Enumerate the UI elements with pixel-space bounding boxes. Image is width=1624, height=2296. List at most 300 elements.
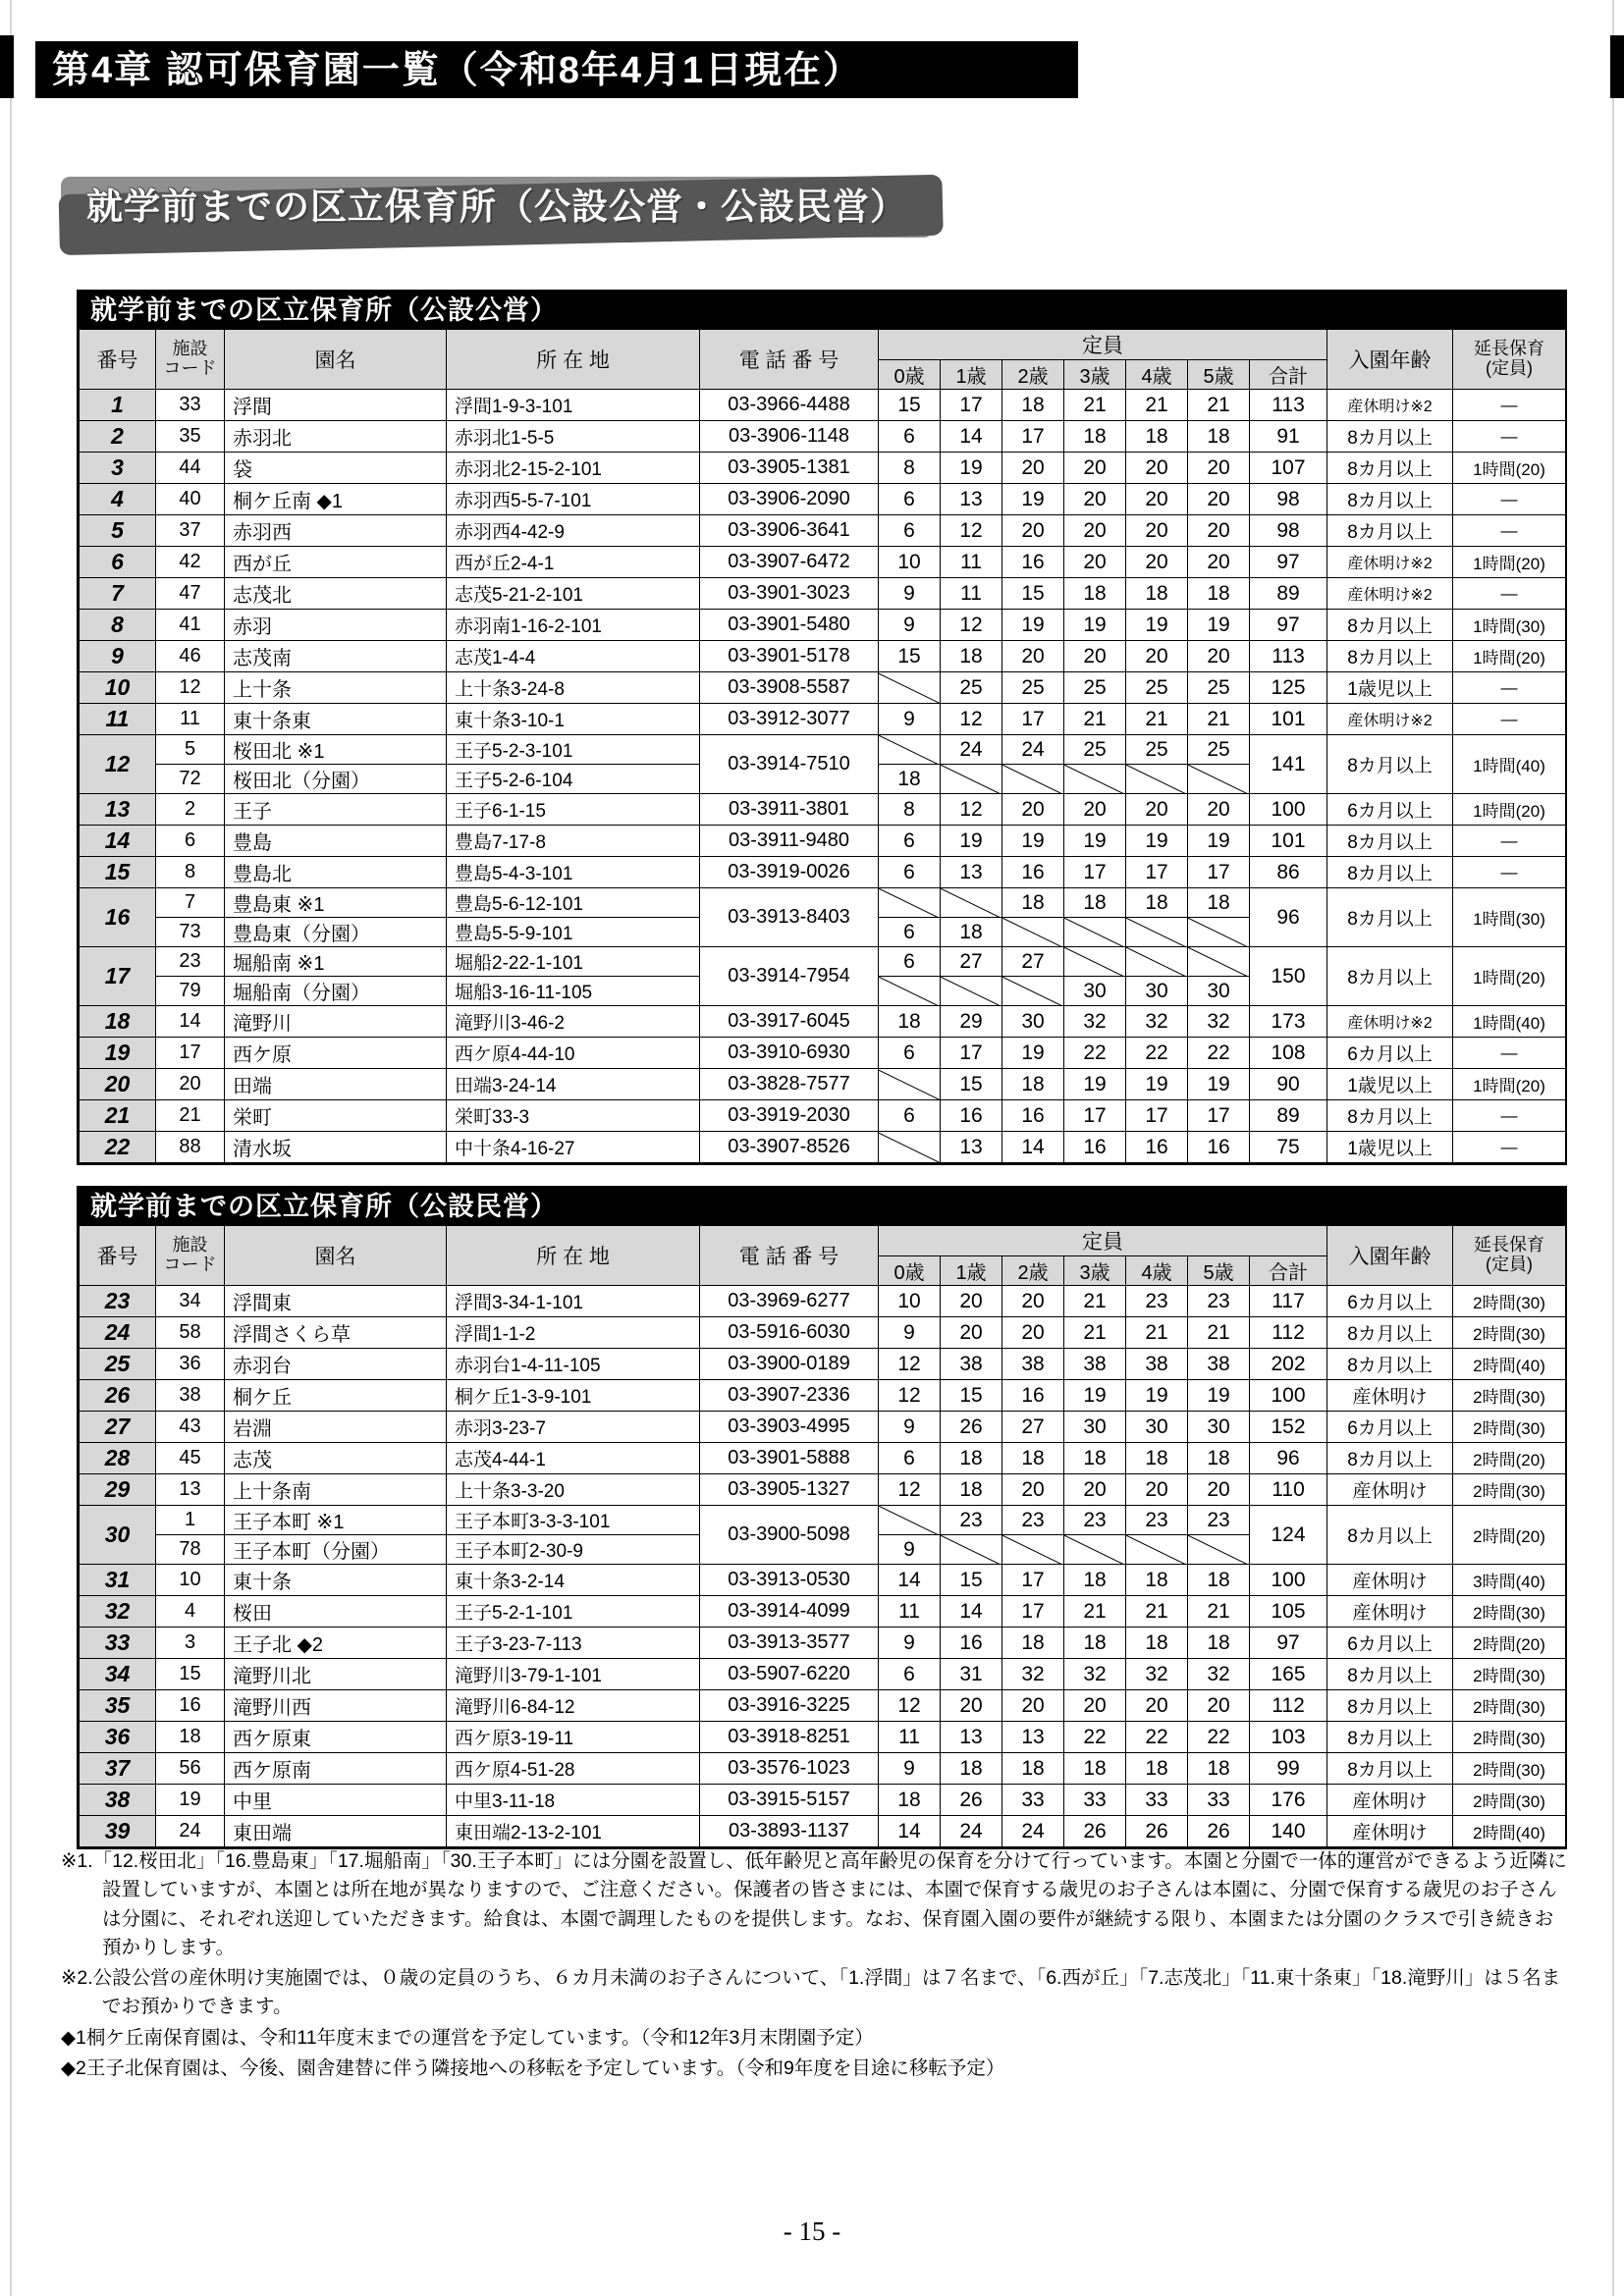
cell-total: 108 (1250, 1038, 1327, 1069)
cell-phone: 03-3828-7577 (700, 1069, 879, 1100)
cell-phone: 03-3911-9480 (700, 826, 879, 857)
cell-capacity: 21 (1188, 1596, 1250, 1628)
cell-address: 上十条3-24-8 (447, 672, 700, 704)
cell-capacity: 22 (1188, 1038, 1250, 1069)
cell-capacity (879, 1132, 941, 1163)
cell-capacity: 26 (941, 1412, 1002, 1443)
table-row (80, 1474, 1566, 1506)
cell-entry-age: 8カ月以上 (1327, 1443, 1453, 1474)
cell-entry-age: 産休明け (1327, 1380, 1453, 1412)
col-header-name: 園名 (225, 1226, 447, 1286)
cell-capacity: 17 (1002, 704, 1064, 735)
col-header-extended-care-line1: 延長保育 (1474, 339, 1545, 359)
cell-number: 36 (80, 1722, 156, 1753)
cell-name: 浮間 (225, 390, 447, 421)
cell-extended-care: 1時間(20) (1453, 947, 1566, 1006)
cell-capacity: 21 (1188, 1317, 1250, 1349)
cell-entry-age: 8カ月以上 (1327, 1317, 1453, 1349)
cell-extended-care: 1時間(20) (1453, 1069, 1566, 1100)
cell-phone: 03-3913-0530 (700, 1565, 879, 1596)
cell-total: 113 (1250, 390, 1327, 421)
cell-entry-age: 6カ月以上 (1327, 1628, 1453, 1659)
cell-capacity: 9 (879, 610, 941, 641)
cell-extended-care: — (1453, 704, 1566, 735)
cell-capacity: 18 (879, 1006, 941, 1038)
cell-capacity: 17 (1002, 1596, 1064, 1628)
cell-capacity (1002, 765, 1064, 794)
cell-capacity: 32 (1188, 1006, 1250, 1038)
cell-name: 豊島北 (225, 857, 447, 888)
cell-phone: 03-5916-6030 (700, 1317, 879, 1349)
cell-capacity: 18 (1126, 578, 1188, 610)
cell-address: 王子6-1-15 (447, 794, 700, 826)
cell-capacity: 6 (879, 1443, 941, 1474)
cell-capacity: 31 (941, 1659, 1002, 1690)
cell-capacity: 14 (1002, 1132, 1064, 1163)
cell-extended-care: 1時間(40) (1453, 1006, 1566, 1038)
cell-capacity: 38 (1002, 1349, 1064, 1380)
cell-phone: 03-3913-8403 (700, 888, 879, 947)
cell-capacity: 30 (1126, 977, 1188, 1006)
cell-name: 王子本町 ※1 (225, 1506, 447, 1535)
cell-phone: 03-3901-5480 (700, 610, 879, 641)
cell-capacity: 32 (1126, 1659, 1188, 1690)
col-header-age-4: 4歳 (1126, 360, 1188, 390)
cell-capacity: 23 (941, 1506, 1002, 1535)
cell-entry-age: 8カ月以上 (1327, 826, 1453, 857)
col-header-number: 番号 (80, 1226, 156, 1286)
cell-capacity: 19 (1126, 610, 1188, 641)
cell-capacity (879, 735, 941, 765)
cell-name: 志茂北 (225, 578, 447, 610)
cell-capacity: 18 (1188, 1628, 1250, 1659)
cell-phone: 03-3905-1381 (700, 453, 879, 484)
cell-capacity: 20 (1064, 1474, 1126, 1506)
table-row (80, 704, 1566, 735)
cell-name: 岩淵 (225, 1412, 447, 1443)
cell-capacity: 20 (1064, 1690, 1126, 1722)
cell-address: 王子本町3-3-3-101 (447, 1506, 700, 1535)
cell-phone: 03-3918-8251 (700, 1722, 879, 1753)
cell-address: 滝野川6-84-12 (447, 1690, 700, 1722)
cell-total: 89 (1250, 578, 1327, 610)
col-header-age-2: 2歳 (1002, 360, 1064, 390)
page-edge-right (1612, 0, 1614, 2296)
cell-extended-care: — (1453, 484, 1566, 515)
cell-name: 西ケ原南 (225, 1753, 447, 1785)
footnote-label: ※2. (61, 1967, 93, 1989)
cell-code: 20 (156, 1069, 225, 1100)
cell-capacity: 16 (1064, 1132, 1126, 1163)
col-header-facility-code (156, 1226, 225, 1286)
cell-capacity: 9 (879, 1412, 941, 1443)
cell-capacity (1126, 765, 1188, 794)
cell-code: 2 (156, 794, 225, 826)
cell-phone: 03-3915-5157 (700, 1785, 879, 1816)
table-public-operated (77, 290, 1567, 1165)
cell-number: 30 (80, 1506, 156, 1565)
cell-capacity: 6 (879, 1038, 941, 1069)
cell-extended-care: 2時間(20) (1453, 1628, 1566, 1659)
table-row (80, 1100, 1566, 1132)
cell-capacity: 20 (1188, 794, 1250, 826)
cell-extended-care: — (1453, 421, 1566, 453)
cell-capacity: 20 (1064, 515, 1126, 547)
cell-capacity: 6 (879, 1100, 941, 1132)
footnote-3 (61, 2024, 1567, 2053)
table-row (80, 1565, 1566, 1596)
cell-extended-care: 1時間(40) (1453, 735, 1566, 794)
cell-extended-care: 2時間(20) (1453, 1506, 1566, 1565)
cell-name: 袋 (225, 453, 447, 484)
cell-code: 42 (156, 547, 225, 578)
table-row (80, 1069, 1566, 1100)
cell-name: 西ケ原 (225, 1038, 447, 1069)
header-row (80, 1226, 1566, 1256)
cell-capacity (879, 1506, 941, 1535)
cell-capacity: 22 (1126, 1722, 1188, 1753)
cell-phone: 03-3911-3801 (700, 794, 879, 826)
cell-name: 東田端 (225, 1816, 447, 1847)
cell-capacity: 15 (879, 641, 941, 672)
cell-extended-care: — (1453, 515, 1566, 547)
cell-capacity: 17 (1002, 1565, 1064, 1596)
cell-capacity: 16 (1188, 1132, 1250, 1163)
cell-code: 23 (156, 947, 225, 977)
cell-code: 18 (156, 1722, 225, 1753)
cell-extended-care: 1時間(20) (1453, 547, 1566, 578)
cell-capacity: 16 (941, 1100, 1002, 1132)
cell-number: 26 (80, 1380, 156, 1412)
cell-capacity (1126, 1535, 1188, 1565)
cell-number: 18 (80, 1006, 156, 1038)
col-header-name: 園名 (225, 330, 447, 390)
cell-code: 58 (156, 1317, 225, 1349)
cell-address: 豊島5-5-9-101 (447, 918, 700, 947)
cell-capacity: 33 (1126, 1785, 1188, 1816)
cell-name: 赤羽 (225, 610, 447, 641)
cell-address: 桐ケ丘1-3-9-101 (447, 1380, 700, 1412)
cell-number: 13 (80, 794, 156, 826)
cell-capacity: 21 (1064, 1317, 1126, 1349)
cell-code: 41 (156, 610, 225, 641)
cell-name: 桜田 (225, 1596, 447, 1628)
cell-phone: 03-3905-1327 (700, 1474, 879, 1506)
cell-code: 8 (156, 857, 225, 888)
cell-capacity: 18 (879, 765, 941, 794)
cell-capacity: 20 (1064, 547, 1126, 578)
cell-capacity: 18 (1064, 888, 1126, 918)
cell-code: 7 (156, 888, 225, 918)
cell-capacity: 6 (879, 826, 941, 857)
cell-number: 20 (80, 1069, 156, 1100)
cell-address: 浮間1-1-2 (447, 1317, 700, 1349)
cell-capacity: 32 (1064, 1659, 1126, 1690)
cell-total: 97 (1250, 547, 1327, 578)
cell-phone: 03-3914-4099 (700, 1596, 879, 1628)
cell-code: 5 (156, 735, 225, 765)
cell-capacity: 8 (879, 794, 941, 826)
cell-code: 24 (156, 1816, 225, 1847)
cell-address: 豊島5-6-12-101 (447, 888, 700, 918)
cell-total: 124 (1250, 1506, 1327, 1565)
cell-address: 上十条3-3-20 (447, 1474, 700, 1506)
table-row (80, 1690, 1566, 1722)
cell-capacity: 33 (1064, 1785, 1126, 1816)
cell-number: 6 (80, 547, 156, 578)
cell-capacity: 18 (1064, 421, 1126, 453)
cell-capacity: 21 (1188, 390, 1250, 421)
col-header-total: 合計 (1250, 1256, 1327, 1286)
col-header-phone: 電 話 番 号 (700, 1226, 879, 1286)
cell-number: 33 (80, 1628, 156, 1659)
cell-capacity: 25 (1188, 672, 1250, 704)
chapter-title: 第4章 認可保育園一覧（令和8年4月1日現在） (35, 41, 1078, 98)
cell-entry-age: 8カ月以上 (1327, 610, 1453, 641)
cell-capacity: 19 (1002, 1038, 1064, 1069)
cell-capacity: 25 (941, 672, 1002, 704)
cell-number: 7 (80, 578, 156, 610)
cell-extended-care: — (1453, 578, 1566, 610)
cell-address: 東十条3-10-1 (447, 704, 700, 735)
cell-capacity: 18 (1126, 888, 1188, 918)
cell-name: 西ケ原東 (225, 1722, 447, 1753)
cell-capacity: 19 (1188, 1069, 1250, 1100)
col-header-extended-care-line2: (定員) (1486, 358, 1534, 378)
cell-capacity (1126, 918, 1188, 947)
cell-capacity: 20 (1064, 453, 1126, 484)
table-row (80, 1286, 1566, 1317)
table-row (80, 1628, 1566, 1659)
cell-number: 12 (80, 735, 156, 794)
cell-capacity: 17 (1064, 857, 1126, 888)
cell-number: 25 (80, 1349, 156, 1380)
cell-capacity: 26 (1126, 1816, 1188, 1847)
cell-capacity: 18 (1064, 1753, 1126, 1785)
table-row (80, 735, 1566, 765)
cell-entry-age: 8カ月以上 (1327, 1690, 1453, 1722)
cell-entry-age: 8カ月以上 (1327, 857, 1453, 888)
cell-phone: 03-3908-5587 (700, 672, 879, 704)
cell-capacity: 16 (1126, 1132, 1188, 1163)
cell-capacity: 22 (1126, 1038, 1188, 1069)
cell-total: 113 (1250, 641, 1327, 672)
cell-total: 125 (1250, 672, 1327, 704)
cell-capacity: 20 (1126, 794, 1188, 826)
cell-capacity: 38 (1188, 1349, 1250, 1380)
cell-capacity (1064, 765, 1126, 794)
cell-number: 24 (80, 1317, 156, 1349)
cell-capacity: 20 (1002, 1690, 1064, 1722)
cell-capacity: 18 (941, 1753, 1002, 1785)
cell-address: 志茂4-44-1 (447, 1443, 700, 1474)
cell-capacity: 20 (1002, 1317, 1064, 1349)
corner-mark-right (1610, 35, 1624, 98)
cell-code: 44 (156, 453, 225, 484)
footnote-text: 「12.桜田北」「16.豊島東」「17.堀船南」「30.王子本町」には分園を設置し、低年齢児と高年齢児の保育を分けて行っています。本園と分園で一体的運営ができるよう近隣に設置していますが、本園とは所在地が異なりますので、ご注意ください。保護者の皆さまには、本園で保育する歳児のお子さんは本園に、分園で保育する歳児のお子さんは分園に、それぞれ送迎していただきます。給食は、本園で調理したものを提供します。なお、保育園入園の要件が継続する限り、本園または分園のクラスで引き続きお預かりします。 (92, 1850, 1567, 1958)
col-header-age-0: 0歳 (879, 360, 941, 390)
col-header-facility-code (156, 330, 225, 390)
cell-number: 2 (80, 421, 156, 453)
cell-capacity: 9 (879, 1535, 941, 1565)
cell-address: 浮間3-34-1-101 (447, 1286, 700, 1317)
cell-phone: 03-3912-3077 (700, 704, 879, 735)
cell-address: 堀船2-22-1-101 (447, 947, 700, 977)
cell-capacity: 18 (1002, 1628, 1064, 1659)
cell-address: 田端3-24-14 (447, 1069, 700, 1100)
col-header-total: 合計 (1250, 360, 1327, 390)
cell-capacity: 18 (1188, 1565, 1250, 1596)
cell-code: 56 (156, 1753, 225, 1785)
cell-name: 赤羽北 (225, 421, 447, 453)
cell-capacity: 25 (1002, 672, 1064, 704)
cell-extended-care: 2時間(30) (1453, 1317, 1566, 1349)
cell-name: 栄町 (225, 1100, 447, 1132)
cell-capacity (879, 977, 941, 1006)
cell-capacity: 19 (1002, 484, 1064, 515)
cell-total: 75 (1250, 1132, 1327, 1163)
cell-address: 栄町33-3 (447, 1100, 700, 1132)
cell-capacity: 16 (1002, 1380, 1064, 1412)
col-header-age-2: 2歳 (1002, 1256, 1064, 1286)
cell-extended-care: 2時間(30) (1453, 1785, 1566, 1816)
cell-total: 112 (1250, 1690, 1327, 1722)
cell-capacity: 21 (1126, 1596, 1188, 1628)
col-header-extended-care (1453, 1226, 1566, 1286)
table-row (80, 515, 1566, 547)
cell-capacity: 16 (1002, 547, 1064, 578)
cell-capacity: 25 (1126, 672, 1188, 704)
cell-capacity: 15 (941, 1565, 1002, 1596)
cell-number: 39 (80, 1816, 156, 1847)
cell-extended-care: 1時間(30) (1453, 888, 1566, 947)
cell-capacity: 26 (1188, 1816, 1250, 1847)
cell-name: 東十条 (225, 1565, 447, 1596)
cell-extended-care: 1時間(20) (1453, 794, 1566, 826)
cell-capacity: 13 (941, 1722, 1002, 1753)
cell-extended-care: 2時間(30) (1453, 1474, 1566, 1506)
cell-capacity: 33 (1188, 1785, 1250, 1816)
cell-capacity: 23 (1064, 1506, 1126, 1535)
cell-address: 赤羽北2-15-2-101 (447, 453, 700, 484)
cell-code: 12 (156, 672, 225, 704)
cell-capacity: 21 (1064, 1596, 1126, 1628)
cell-capacity: 23 (1188, 1286, 1250, 1317)
cell-capacity: 18 (1002, 390, 1064, 421)
cell-code: 40 (156, 484, 225, 515)
cell-code: 16 (156, 1690, 225, 1722)
table-row (80, 794, 1566, 826)
cell-address: 志茂5-21-2-101 (447, 578, 700, 610)
cell-capacity: 18 (1002, 1069, 1064, 1100)
cell-capacity: 25 (1126, 735, 1188, 765)
cell-capacity: 23 (1126, 1286, 1188, 1317)
nursery-table (79, 329, 1566, 1163)
col-header-capacity: 定員 (879, 330, 1327, 360)
cell-name: 清水坂 (225, 1132, 447, 1163)
cell-total: 173 (1250, 1006, 1327, 1038)
cell-capacity: 18 (1126, 1628, 1188, 1659)
cell-address: 王子5-2-6-104 (447, 765, 700, 794)
cell-capacity: 18 (941, 1443, 1002, 1474)
footnote-label: ◆1 (61, 2026, 86, 2049)
cell-entry-age: 8カ月以上 (1327, 421, 1453, 453)
cell-phone: 03-3576-1023 (700, 1753, 879, 1785)
cell-capacity: 21 (1126, 390, 1188, 421)
cell-extended-care: 2時間(40) (1453, 1816, 1566, 1847)
cell-capacity: 20 (1188, 641, 1250, 672)
col-header-age-3: 3歳 (1064, 360, 1126, 390)
cell-entry-age: 産休明け※2 (1327, 578, 1453, 610)
cell-capacity: 24 (1002, 1816, 1064, 1847)
table-row (80, 1132, 1566, 1163)
table-row (80, 1443, 1566, 1474)
cell-capacity: 17 (1126, 1100, 1188, 1132)
cell-number: 15 (80, 857, 156, 888)
cell-capacity: 15 (941, 1069, 1002, 1100)
cell-capacity: 12 (941, 794, 1002, 826)
cell-name: 赤羽台 (225, 1349, 447, 1380)
cell-number: 19 (80, 1038, 156, 1069)
cell-phone: 03-3917-6045 (700, 1006, 879, 1038)
cell-capacity: 38 (941, 1349, 1002, 1380)
table-row (80, 453, 1566, 484)
cell-capacity: 20 (1126, 453, 1188, 484)
cell-capacity: 19 (1188, 1380, 1250, 1412)
cell-total: 90 (1250, 1069, 1327, 1100)
cell-phone: 03-3907-8526 (700, 1132, 879, 1163)
cell-entry-age: 産休明け※2 (1327, 547, 1453, 578)
cell-code: 47 (156, 578, 225, 610)
cell-capacity: 15 (1002, 578, 1064, 610)
cell-capacity: 9 (879, 704, 941, 735)
col-header-entry-age: 入園年齢 (1327, 330, 1453, 390)
cell-name: 桐ケ丘南 ◆1 (225, 484, 447, 515)
cell-total: 141 (1250, 735, 1327, 794)
cell-capacity: 17 (1188, 857, 1250, 888)
cell-name: 上十条南 (225, 1474, 447, 1506)
cell-capacity: 20 (1188, 515, 1250, 547)
cell-address: 浮間1-9-3-101 (447, 390, 700, 421)
cell-capacity: 18 (1126, 1443, 1188, 1474)
cell-address: 西ケ原3-19-11 (447, 1722, 700, 1753)
cell-capacity: 32 (1064, 1006, 1126, 1038)
cell-capacity (1064, 947, 1126, 977)
cell-address: 赤羽西4-42-9 (447, 515, 700, 547)
cell-capacity: 23 (1188, 1506, 1250, 1535)
cell-capacity: 16 (941, 1628, 1002, 1659)
cell-entry-age: 8カ月以上 (1327, 484, 1453, 515)
cell-total: 107 (1250, 453, 1327, 484)
cell-capacity (1002, 918, 1064, 947)
table-row (80, 1753, 1566, 1785)
cell-entry-age: 産休明け※2 (1327, 704, 1453, 735)
cell-total: 176 (1250, 1785, 1327, 1816)
cell-capacity: 12 (879, 1380, 941, 1412)
footnote-text: 王子北保育園は、今後、園舎建替に伴う隣接地への移転を予定しています。（令和9年度を目途に移転予定） (85, 2056, 1005, 2079)
cell-capacity: 22 (1064, 1038, 1126, 1069)
cell-code: 10 (156, 1565, 225, 1596)
cell-capacity: 18 (941, 1474, 1002, 1506)
page-edge-left (10, 0, 12, 2296)
cell-phone: 03-3906-2090 (700, 484, 879, 515)
cell-entry-age: 産休明け (1327, 1596, 1453, 1628)
cell-name: 豊島東 ※1 (225, 888, 447, 918)
table-row (80, 1006, 1566, 1038)
col-header-address: 所 在 地 (447, 1226, 700, 1286)
cell-capacity: 19 (1064, 1069, 1126, 1100)
cell-total: 112 (1250, 1317, 1327, 1349)
